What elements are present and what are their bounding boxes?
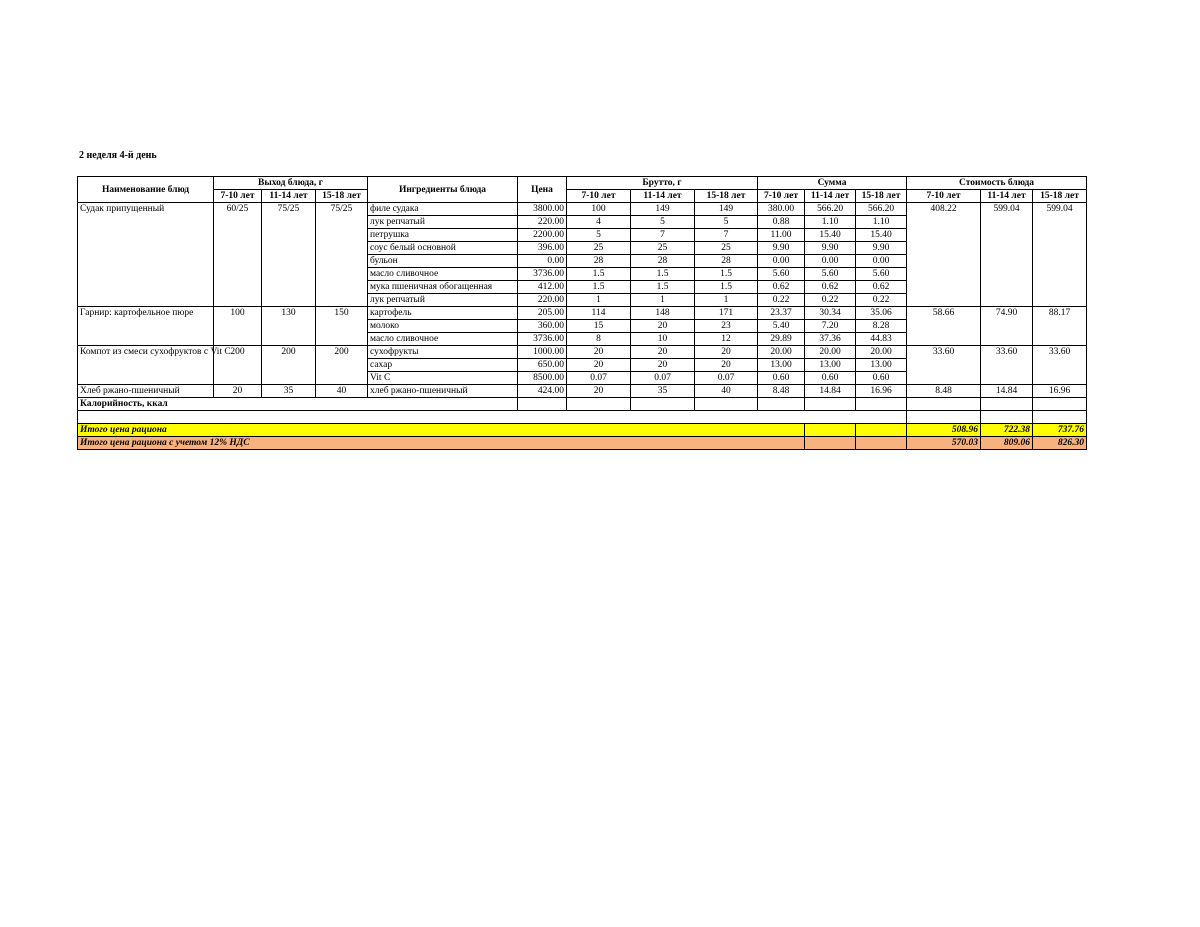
ingredient-sum: 15.40 bbox=[856, 229, 907, 242]
dish-yield: 130 bbox=[262, 307, 316, 346]
ingredient-name: масло сливочное bbox=[368, 268, 518, 281]
total-ration-label: Итого цена рациона bbox=[78, 424, 805, 437]
ingredient-sum: 0.00 bbox=[805, 255, 856, 268]
total-ration-row bbox=[78, 424, 1087, 437]
ingredient-name: масло сливочное bbox=[368, 333, 518, 346]
dish-cost: 14.84 bbox=[981, 385, 1033, 398]
ingredient-sum: 35.06 bbox=[856, 307, 907, 320]
dish-cost: 599.04 bbox=[981, 203, 1033, 307]
total-ration-value: 737.76 bbox=[1033, 424, 1087, 437]
ingredient-brutto: 171 bbox=[695, 307, 758, 320]
ingredient-sum: 5.40 bbox=[758, 320, 805, 333]
ingredient-brutto: 0.07 bbox=[567, 372, 631, 385]
ingredient-price: 1000.00 bbox=[518, 346, 567, 359]
ingredient-price: 205.00 bbox=[518, 307, 567, 320]
ingredient-brutto: 5 bbox=[567, 229, 631, 242]
header-age-group: 7-10 лет bbox=[758, 190, 805, 203]
ingredient-price: 360.00 bbox=[518, 320, 567, 333]
ingredient-brutto: 10 bbox=[631, 333, 695, 346]
ingredient-sum: 37.36 bbox=[805, 333, 856, 346]
header-cost: Стоимость блюда bbox=[907, 177, 1087, 190]
ingredient-sum: 20.00 bbox=[805, 346, 856, 359]
table-row bbox=[78, 307, 1087, 320]
ingredient-brutto: 25 bbox=[631, 242, 695, 255]
calories-cell bbox=[695, 398, 758, 411]
ingredient-name: молоко bbox=[368, 320, 518, 333]
ingredient-price: 3736.00 bbox=[518, 268, 567, 281]
ingredient-brutto: 20 bbox=[567, 385, 631, 398]
ingredient-sum: 20.00 bbox=[758, 346, 805, 359]
spacer-cell bbox=[981, 411, 1033, 424]
ingredient-name: сахар bbox=[368, 359, 518, 372]
spacer-cell bbox=[907, 411, 981, 424]
ingredient-brutto: 35 bbox=[631, 385, 695, 398]
ingredient-sum: 0.60 bbox=[805, 372, 856, 385]
ingredient-sum: 0.22 bbox=[805, 294, 856, 307]
ingredient-price: 3736.00 bbox=[518, 333, 567, 346]
table-row bbox=[78, 203, 1087, 216]
total-empty-cell bbox=[805, 424, 856, 437]
ingredient-sum: 14.84 bbox=[805, 385, 856, 398]
ingredient-brutto: 100 bbox=[567, 203, 631, 216]
calories-cell bbox=[907, 398, 981, 411]
ingredient-brutto: 12 bbox=[695, 333, 758, 346]
ingredient-sum: 0.88 bbox=[758, 216, 805, 229]
ingredient-sum: 44.83 bbox=[856, 333, 907, 346]
ingredient-sum: 13.00 bbox=[805, 359, 856, 372]
ingredient-sum: 29.89 bbox=[758, 333, 805, 346]
ingredient-price: 0.00 bbox=[518, 255, 567, 268]
dish-yield: 200 bbox=[214, 346, 262, 385]
dish-cost: 33.60 bbox=[981, 346, 1033, 385]
ingredient-sum: 30.34 bbox=[805, 307, 856, 320]
ingredient-brutto: 7 bbox=[631, 229, 695, 242]
calories-cell bbox=[758, 398, 805, 411]
ingredient-sum: 9.90 bbox=[805, 242, 856, 255]
dish-cost: 58.66 bbox=[907, 307, 981, 346]
calories-row bbox=[78, 398, 1087, 411]
ingredient-sum: 380.00 bbox=[758, 203, 805, 216]
dish-cost: 33.60 bbox=[907, 346, 981, 385]
ingredient-brutto: 149 bbox=[631, 203, 695, 216]
dish-cost: 16.96 bbox=[1033, 385, 1087, 398]
ingredient-sum: 9.90 bbox=[856, 242, 907, 255]
total-ration-value: 722.38 bbox=[981, 424, 1033, 437]
ingredient-sum: 8.48 bbox=[758, 385, 805, 398]
ingredient-brutto: 8 bbox=[567, 333, 631, 346]
table-row bbox=[78, 385, 1087, 398]
ingredient-sum: 0.62 bbox=[856, 281, 907, 294]
ingredient-sum: 566.20 bbox=[856, 203, 907, 216]
dish-yield: 35 bbox=[262, 385, 316, 398]
ingredient-name: хлеб ржано-пшеничный bbox=[368, 385, 518, 398]
ingredient-name: мука пшеничная обогащенная bbox=[368, 281, 518, 294]
ingredient-sum: 16.96 bbox=[856, 385, 907, 398]
calories-cell bbox=[567, 398, 631, 411]
ingredient-name: филе судака bbox=[368, 203, 518, 216]
calories-cell bbox=[856, 398, 907, 411]
ingredient-brutto: 28 bbox=[695, 255, 758, 268]
ingredient-sum: 7.20 bbox=[805, 320, 856, 333]
ingredient-brutto: 20 bbox=[631, 359, 695, 372]
ingredient-brutto: 1.5 bbox=[567, 281, 631, 294]
header-age-group: 7-10 лет bbox=[567, 190, 631, 203]
dish-yield: 60/25 bbox=[214, 203, 262, 307]
ingredient-price: 3800.00 bbox=[518, 203, 567, 216]
dish-name: Судак припущенный bbox=[78, 203, 214, 307]
calories-cell bbox=[805, 398, 856, 411]
calories-cell bbox=[518, 398, 567, 411]
page-heading: 2 неделя 4-й день bbox=[79, 150, 157, 161]
dish-rows bbox=[78, 203, 1087, 398]
ingredient-price: 2200.00 bbox=[518, 229, 567, 242]
ingredient-sum: 11.00 bbox=[758, 229, 805, 242]
spacer-cell bbox=[78, 411, 907, 424]
total-ration-vat-row bbox=[78, 437, 1087, 450]
ingredient-sum: 13.00 bbox=[758, 359, 805, 372]
table-row bbox=[78, 346, 1087, 359]
total-ration-vat-label: Итого цена рациона с учетом 12% НДС bbox=[78, 437, 805, 450]
ingredient-brutto: 20 bbox=[631, 346, 695, 359]
ingredient-brutto: 20 bbox=[567, 346, 631, 359]
ingredient-brutto: 1.5 bbox=[695, 268, 758, 281]
ingredient-brutto: 20 bbox=[695, 346, 758, 359]
header-age-group: 15-18 лет bbox=[695, 190, 758, 203]
ingredient-sum: 0.00 bbox=[856, 255, 907, 268]
ingredient-brutto: 20 bbox=[567, 359, 631, 372]
dish-yield: 75/25 bbox=[316, 203, 368, 307]
header-age-group: 15-18 лет bbox=[316, 190, 368, 203]
ingredient-brutto: 25 bbox=[695, 242, 758, 255]
ingredient-name: лук репчатый bbox=[368, 216, 518, 229]
ingredient-brutto: 25 bbox=[567, 242, 631, 255]
total-ration-vat-value: 809.06 bbox=[981, 437, 1033, 450]
header-age-group: 7-10 лет bbox=[214, 190, 262, 203]
ingredient-sum: 0.60 bbox=[758, 372, 805, 385]
ingredient-sum: 0.62 bbox=[758, 281, 805, 294]
dish-cost: 74.90 bbox=[981, 307, 1033, 346]
ingredient-price: 220.00 bbox=[518, 216, 567, 229]
total-ration-value: 508.96 bbox=[907, 424, 981, 437]
dish-cost: 33.60 bbox=[1033, 346, 1087, 385]
ingredient-brutto: 20 bbox=[695, 359, 758, 372]
spacer-cell bbox=[1033, 411, 1087, 424]
ingredient-name: картофель bbox=[368, 307, 518, 320]
dish-name: Хлеб ржано-пшеничный bbox=[78, 385, 214, 398]
dish-name: Компот из смеси сухофруктов с Vit C bbox=[78, 346, 214, 385]
ingredient-brutto: 1 bbox=[695, 294, 758, 307]
ingredient-name: соус белый основной bbox=[368, 242, 518, 255]
ingredient-sum: 9.90 bbox=[758, 242, 805, 255]
total-ration-vat-value: 826.30 bbox=[1033, 437, 1087, 450]
ingredient-brutto: 23 bbox=[695, 320, 758, 333]
ingredient-sum: 0.60 bbox=[856, 372, 907, 385]
ingredient-brutto: 1 bbox=[631, 294, 695, 307]
ingredient-price: 8500.00 bbox=[518, 372, 567, 385]
header-brutto: Брутто, г bbox=[567, 177, 758, 190]
dish-cost: 88.17 bbox=[1033, 307, 1087, 346]
header-ingredients: Ингредиенты блюда bbox=[368, 177, 518, 203]
dish-yield: 40 bbox=[316, 385, 368, 398]
ingredient-price: 412.00 bbox=[518, 281, 567, 294]
ingredient-brutto: 0.07 bbox=[695, 372, 758, 385]
header-age-group: 11-14 лет bbox=[262, 190, 316, 203]
summary-rows bbox=[78, 398, 1087, 450]
ingredient-name: сухофрукты bbox=[368, 346, 518, 359]
header-dish-name: Наименование блюд bbox=[78, 177, 214, 203]
ingredient-brutto: 148 bbox=[631, 307, 695, 320]
ingredient-sum: 1.10 bbox=[856, 216, 907, 229]
ingredient-name: Vit C bbox=[368, 372, 518, 385]
total-empty-cell bbox=[805, 437, 856, 450]
total-empty-cell bbox=[856, 437, 907, 450]
ingredient-brutto: 4 bbox=[567, 216, 631, 229]
ingredient-name: лук репчатый bbox=[368, 294, 518, 307]
ingredient-sum: 5.60 bbox=[805, 268, 856, 281]
ingredient-sum: 5.60 bbox=[758, 268, 805, 281]
header-yield: Выход блюда, г bbox=[214, 177, 368, 190]
dish-yield: 200 bbox=[316, 346, 368, 385]
ingredient-sum: 13.00 bbox=[856, 359, 907, 372]
header-age-group: 11-14 лет bbox=[631, 190, 695, 203]
ingredient-brutto: 0.07 bbox=[631, 372, 695, 385]
dish-yield: 75/25 bbox=[262, 203, 316, 307]
ingredient-sum: 1.10 bbox=[805, 216, 856, 229]
ingredient-price: 220.00 bbox=[518, 294, 567, 307]
header-age-group: 11-14 лет bbox=[981, 190, 1033, 203]
ingredient-price: 650.00 bbox=[518, 359, 567, 372]
ingredient-brutto: 1 bbox=[567, 294, 631, 307]
ingredient-brutto: 15 bbox=[567, 320, 631, 333]
dish-yield: 150 bbox=[316, 307, 368, 346]
spacer-row bbox=[78, 411, 1087, 424]
ingredient-brutto: 5 bbox=[695, 216, 758, 229]
table-header bbox=[78, 177, 1087, 203]
ingredient-brutto: 1.5 bbox=[695, 281, 758, 294]
ingredient-sum: 20.00 bbox=[856, 346, 907, 359]
ingredient-sum: 15.40 bbox=[805, 229, 856, 242]
ingredient-brutto: 149 bbox=[695, 203, 758, 216]
header-age-group: 15-18 лет bbox=[856, 190, 907, 203]
ingredient-sum: 566.20 bbox=[805, 203, 856, 216]
ingredient-price: 396.00 bbox=[518, 242, 567, 255]
ingredient-brutto: 28 bbox=[567, 255, 631, 268]
ingredient-sum: 0.00 bbox=[758, 255, 805, 268]
menu-cost-table bbox=[77, 176, 1087, 450]
dish-yield: 100 bbox=[214, 307, 262, 346]
dish-name: Гарнир: картофельное пюре bbox=[78, 307, 214, 346]
header-sum: Сумма bbox=[758, 177, 907, 190]
dish-cost: 8.48 bbox=[907, 385, 981, 398]
ingredient-sum: 23.37 bbox=[758, 307, 805, 320]
dish-yield: 200 bbox=[262, 346, 316, 385]
ingredient-brutto: 1.5 bbox=[631, 268, 695, 281]
calories-label: Калорийность, ккал bbox=[78, 398, 518, 411]
header-price: Цена bbox=[518, 177, 567, 203]
header-age-group: 7-10 лет bbox=[907, 190, 981, 203]
ingredient-sum: 0.62 bbox=[805, 281, 856, 294]
ingredient-price: 424.00 bbox=[518, 385, 567, 398]
dish-cost: 599.04 bbox=[1033, 203, 1087, 307]
ingredient-sum: 5.60 bbox=[856, 268, 907, 281]
dish-cost: 408.22 bbox=[907, 203, 981, 307]
ingredient-brutto: 20 bbox=[631, 320, 695, 333]
total-empty-cell bbox=[856, 424, 907, 437]
ingredient-brutto: 40 bbox=[695, 385, 758, 398]
ingredient-sum: 0.22 bbox=[856, 294, 907, 307]
ingredient-name: бульон bbox=[368, 255, 518, 268]
calories-cell bbox=[1033, 398, 1087, 411]
calories-cell bbox=[631, 398, 695, 411]
ingredient-brutto: 1.5 bbox=[631, 281, 695, 294]
dish-yield: 20 bbox=[214, 385, 262, 398]
ingredient-brutto: 5 bbox=[631, 216, 695, 229]
ingredient-sum: 0.22 bbox=[758, 294, 805, 307]
ingredient-brutto: 7 bbox=[695, 229, 758, 242]
ingredient-brutto: 28 bbox=[631, 255, 695, 268]
ingredient-sum: 8.28 bbox=[856, 320, 907, 333]
calories-cell bbox=[981, 398, 1033, 411]
ingredient-brutto: 114 bbox=[567, 307, 631, 320]
ingredient-brutto: 1.5 bbox=[567, 268, 631, 281]
header-age-group: 11-14 лет bbox=[805, 190, 856, 203]
header-age-group: 15-18 лет bbox=[1033, 190, 1087, 203]
total-ration-vat-value: 570.03 bbox=[907, 437, 981, 450]
ingredient-name: петрушка bbox=[368, 229, 518, 242]
